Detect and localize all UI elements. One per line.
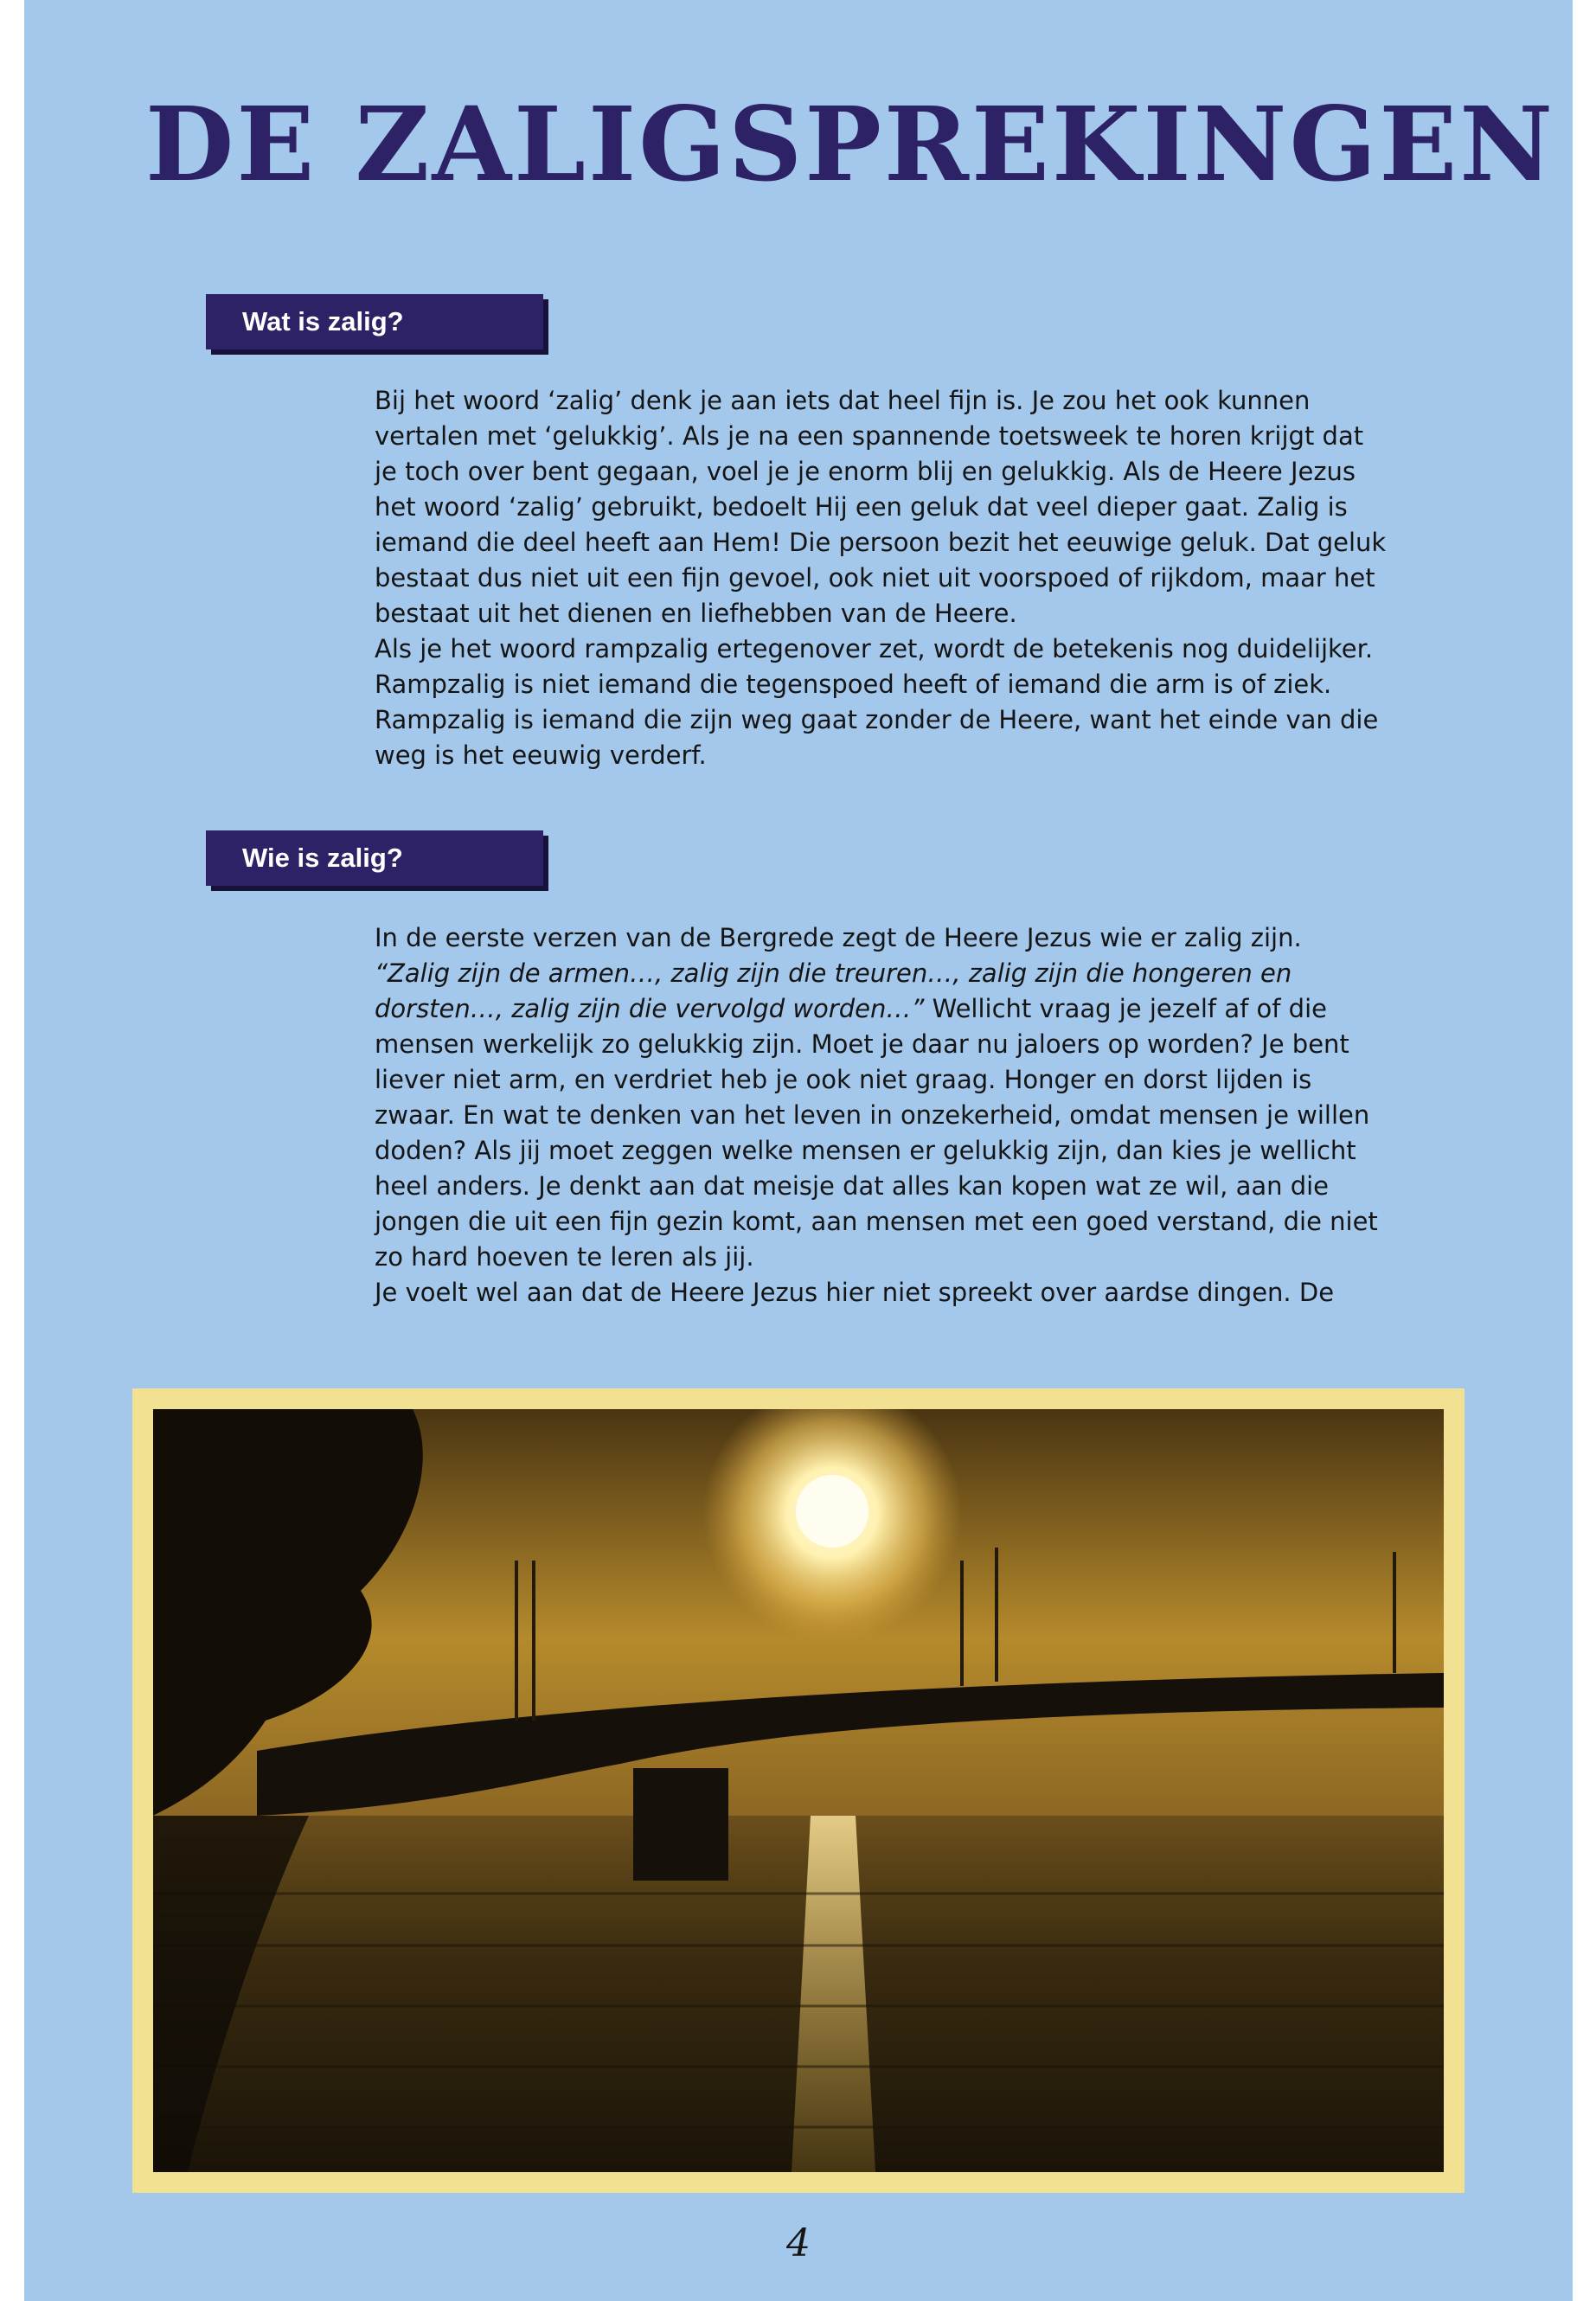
section-heading-wie-is-zalig: Wie is zalig? <box>206 830 543 886</box>
section-body-wat-is-zalig <box>375 383 1391 773</box>
paragraph <box>375 920 1391 1275</box>
bible-quote: “Zalig zijn de armen…, zalig zijn die treuren…, zalig zijn die hongeren en dorsten…, zalig zijn die vervolgd worden…” <box>375 958 1292 1023</box>
paragraph: Bij het woord ‘zalig’ denk je aan iets dat heel fijn is. Je zou het ook kunnen vertalen met ‘gelukkig’. Als je na een spannende toetsweek te horen krijgt dat je toch over bent gegaan, voel je je enorm blij en gelukkig. Als de Heere Jezus het woord ‘zalig’ gebruikt, bedoelt Hij een geluk dat veel dieper gaat. Zalig is iemand die deel heeft aan Hem! Die persoon bezit het eeuwige geluk. Dat geluk bestaat dus niet uit een fijn gevoel, ook niet uit voorspoed of rijkdom, maar het bestaat uit het dienen en liefhebben van de Heere. <box>375 386 1387 628</box>
page-number: 4 <box>786 2221 811 2266</box>
page <box>24 0 1573 2301</box>
section-body-wie-is-zalig <box>375 920 1391 1311</box>
photo-frame <box>132 1388 1465 2193</box>
page-title: DE ZALIGSPREKINGEN <box>145 84 1556 204</box>
paragraph: Als je het woord rampzalig ertegenover zet, wordt de betekenis nog duidelijker. Rampzalig is niet iemand die tegenspoed heeft of iemand die arm is of ziek. Rampzalig is iemand die zijn weg gaat zonder de Heere, want het einde van die weg is het eeuwig verderf. <box>375 634 1379 770</box>
paragraph: Je voelt wel aan dat de Heere Jezus hier niet spreekt over aardse dingen. De <box>375 1278 1335 1307</box>
paragraph-continuation: Wellicht vraag je jezelf af of die mensen werkelijk zo gelukkig zijn. Moet je daar nu jaloers op worden? Je bent liever niet arm, en verdriet heb je ook niet graag. Honger en dorst lijden is zwaar. En wat te denken van het leven in onzekerheid, omdat mensen je willen doden? Als jij moet zeggen welke mensen er gelukkig zijn, dan kies je wellicht heel anders. Je denkt aan dat meisje dat alles kan kopen wat ze wil, aan die jongen die uit een fijn gezin komt, aan mensen met een goed verstand, die niet zo hard hoeven te leren als jij. <box>375 994 1378 1272</box>
section-heading-wat-is-zalig: Wat is zalig? <box>206 294 543 349</box>
sunset-bridge-photo <box>153 1409 1444 2172</box>
intro-text: In de eerste verzen van de Bergrede zegt de Heere Jezus wie er zalig zijn. <box>375 923 1302 952</box>
